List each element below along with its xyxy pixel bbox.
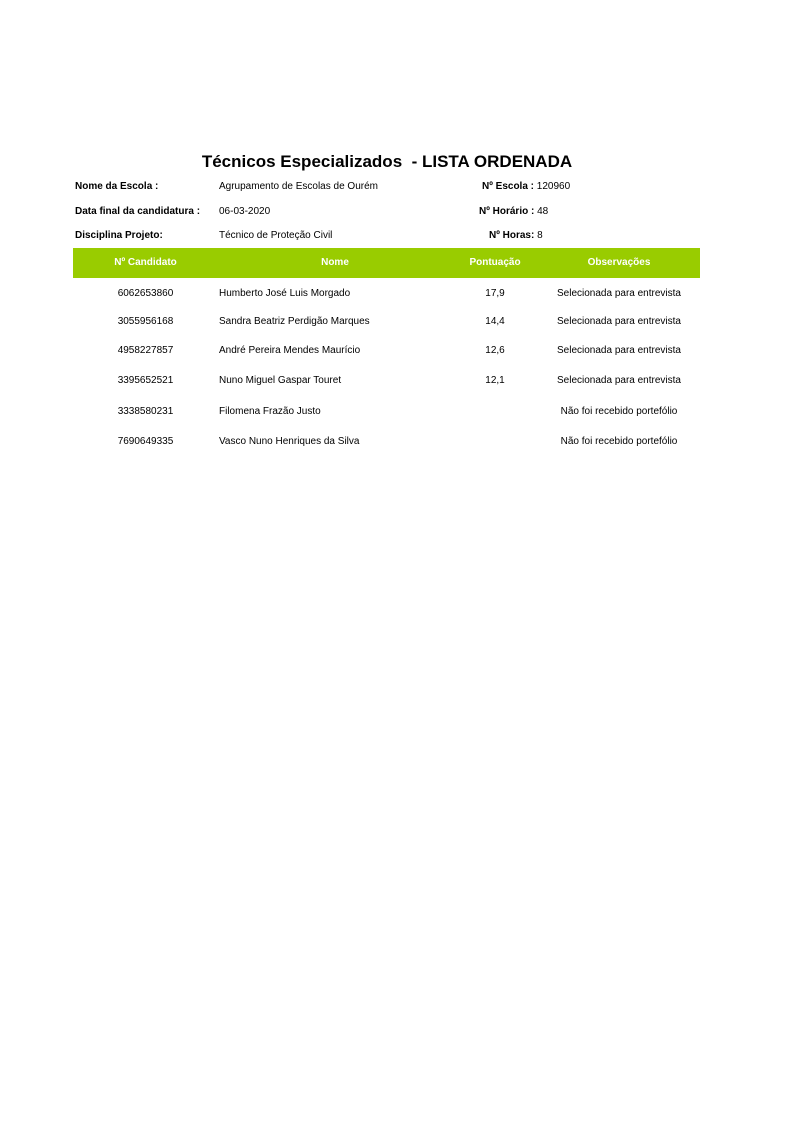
schedule-number xyxy=(479,206,548,217)
candidate-number: 3055956168 xyxy=(117,316,174,327)
candidate-name: André Pereira Mendes Maurício xyxy=(219,345,361,356)
candidate-score: 17,9 xyxy=(485,288,505,299)
schedule-number-label: Nº Horário : xyxy=(479,206,535,217)
candidate-score: 14,4 xyxy=(485,316,505,327)
table-row xyxy=(73,284,700,304)
school-name-value: Agrupamento de Escolas de Ourém xyxy=(219,181,378,192)
school-name-label: Nome da Escola : xyxy=(75,181,159,192)
table-row xyxy=(73,341,700,361)
hours-label: Nº Horas: xyxy=(489,230,535,241)
table-row xyxy=(73,402,700,422)
school-number xyxy=(482,181,570,192)
candidate-number: 3338580231 xyxy=(117,406,174,417)
school-number-value: 120960 xyxy=(536,181,571,192)
table-row xyxy=(73,371,700,391)
candidate-observation: Não foi recebido portefólio xyxy=(560,436,678,447)
column-header-name: Nome xyxy=(321,257,349,268)
candidate-observation: Selecionada para entrevista xyxy=(557,345,681,356)
candidate-number: 3395652521 xyxy=(117,375,174,386)
candidate-observation: Selecionada para entrevista xyxy=(557,316,681,327)
candidate-name: Nuno Miguel Gaspar Touret xyxy=(219,375,342,386)
table-row xyxy=(73,432,700,452)
candidate-name: Vasco Nuno Henriques da Silva xyxy=(219,436,360,447)
column-header-observations: Observações xyxy=(587,257,651,268)
discipline-label: Disciplina Projeto: xyxy=(75,230,163,241)
candidate-number: 6062653860 xyxy=(117,288,174,299)
column-header-number: Nº Candidato xyxy=(114,257,177,268)
candidate-observation: Selecionada para entrevista xyxy=(557,375,681,386)
school-number-label: Nº Escola : xyxy=(482,181,535,192)
candidate-name: Filomena Frazão Justo xyxy=(219,406,321,417)
candidate-observation: Não foi recebido portefólio xyxy=(560,406,678,417)
hours-value: 8 xyxy=(537,230,543,241)
candidate-name: Humberto José Luis Morgado xyxy=(219,288,351,299)
candidate-score: 12,6 xyxy=(485,345,505,356)
table-header xyxy=(73,248,700,278)
hours xyxy=(489,230,543,241)
table-row xyxy=(73,312,700,332)
discipline-value: Técnico de Proteção Civil xyxy=(219,230,333,241)
candidate-number: 7690649335 xyxy=(117,436,174,447)
candidate-number: 4958227857 xyxy=(117,345,174,356)
schedule-number-value: 48 xyxy=(537,206,549,217)
candidate-observation: Selecionada para entrevista xyxy=(557,288,681,299)
deadline-label: Data final da candidatura : xyxy=(75,206,201,217)
column-header-score: Pontuação xyxy=(469,257,521,268)
deadline-value: 06-03-2020 xyxy=(219,206,271,217)
candidate-name: Sandra Beatriz Perdigão Marques xyxy=(219,316,370,327)
candidate-score: 12,1 xyxy=(485,375,505,386)
page-title: Técnicos Especializados - LISTA ORDENADA xyxy=(201,152,573,171)
